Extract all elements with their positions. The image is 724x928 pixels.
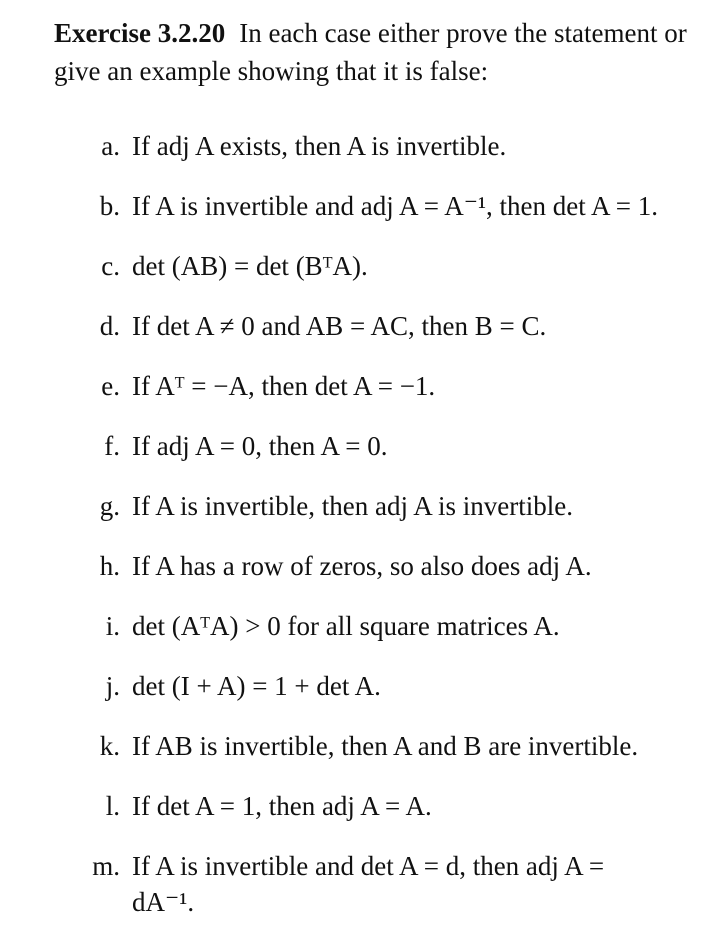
item-text: If Aᵀ = −A, then det A = −1. — [132, 371, 436, 401]
item-text: det (I + A) = 1 + det A. — [132, 671, 381, 701]
item-label: d. — [99, 311, 120, 341]
item-label: f. — [104, 431, 120, 461]
list-item-j — [80, 666, 720, 706]
item-label: j. — [105, 671, 120, 701]
item-text: det (AB) = det (BᵀA). — [132, 251, 368, 281]
item-label: k. — [99, 731, 120, 761]
list-item-i — [80, 606, 720, 646]
list-item-h — [80, 546, 720, 586]
item-text: det (AᵀA) > 0 for all square matrices A. — [132, 611, 560, 641]
list-item-f — [80, 426, 720, 466]
list-item-g — [80, 486, 720, 526]
list-item-c — [80, 246, 720, 286]
item-text: If A is invertible and det A = d, then adj A = — [132, 851, 605, 881]
item-text: If A has a row of zeros, so also does adj A. — [132, 551, 592, 581]
item-label: e. — [101, 371, 120, 401]
item-label: b. — [99, 191, 120, 221]
list-item-d — [80, 306, 720, 346]
list-item-b — [80, 186, 720, 226]
item-label: h. — [99, 551, 120, 581]
item-label: i. — [105, 611, 120, 641]
item-label: l. — [105, 791, 120, 821]
exercise-intro: In each case either prove the statement or give an example showing that it is false: — [54, 18, 687, 86]
item-text: If A is invertible, then adj A is invertible. — [132, 491, 573, 521]
item-text-continued: dA⁻¹. — [132, 887, 195, 917]
item-text: If A is invertible and adj A = A⁻¹, then det A = 1. — [132, 191, 659, 221]
list-item-k — [80, 726, 720, 766]
item-label: g. — [99, 491, 120, 521]
list-item-a — [80, 126, 720, 166]
item-label: m. — [92, 851, 120, 881]
item-text: If adj A exists, then A is invertible. — [132, 131, 507, 161]
item-label: a. — [101, 131, 120, 161]
list-item-m — [80, 846, 720, 922]
item-text: If adj A = 0, then A = 0. — [132, 431, 388, 461]
exercise-title: Exercise 3.2.20 — [54, 18, 226, 48]
item-label: c. — [101, 251, 120, 281]
list-item-e — [80, 366, 720, 406]
item-text: If det A ≠ 0 and AB = AC, then B = C. — [132, 311, 547, 341]
list-item-l — [80, 786, 720, 826]
item-text: If AB is invertible, then A and B are invertible. — [132, 731, 639, 761]
item-text: If det A = 1, then adj A = A. — [132, 791, 432, 821]
